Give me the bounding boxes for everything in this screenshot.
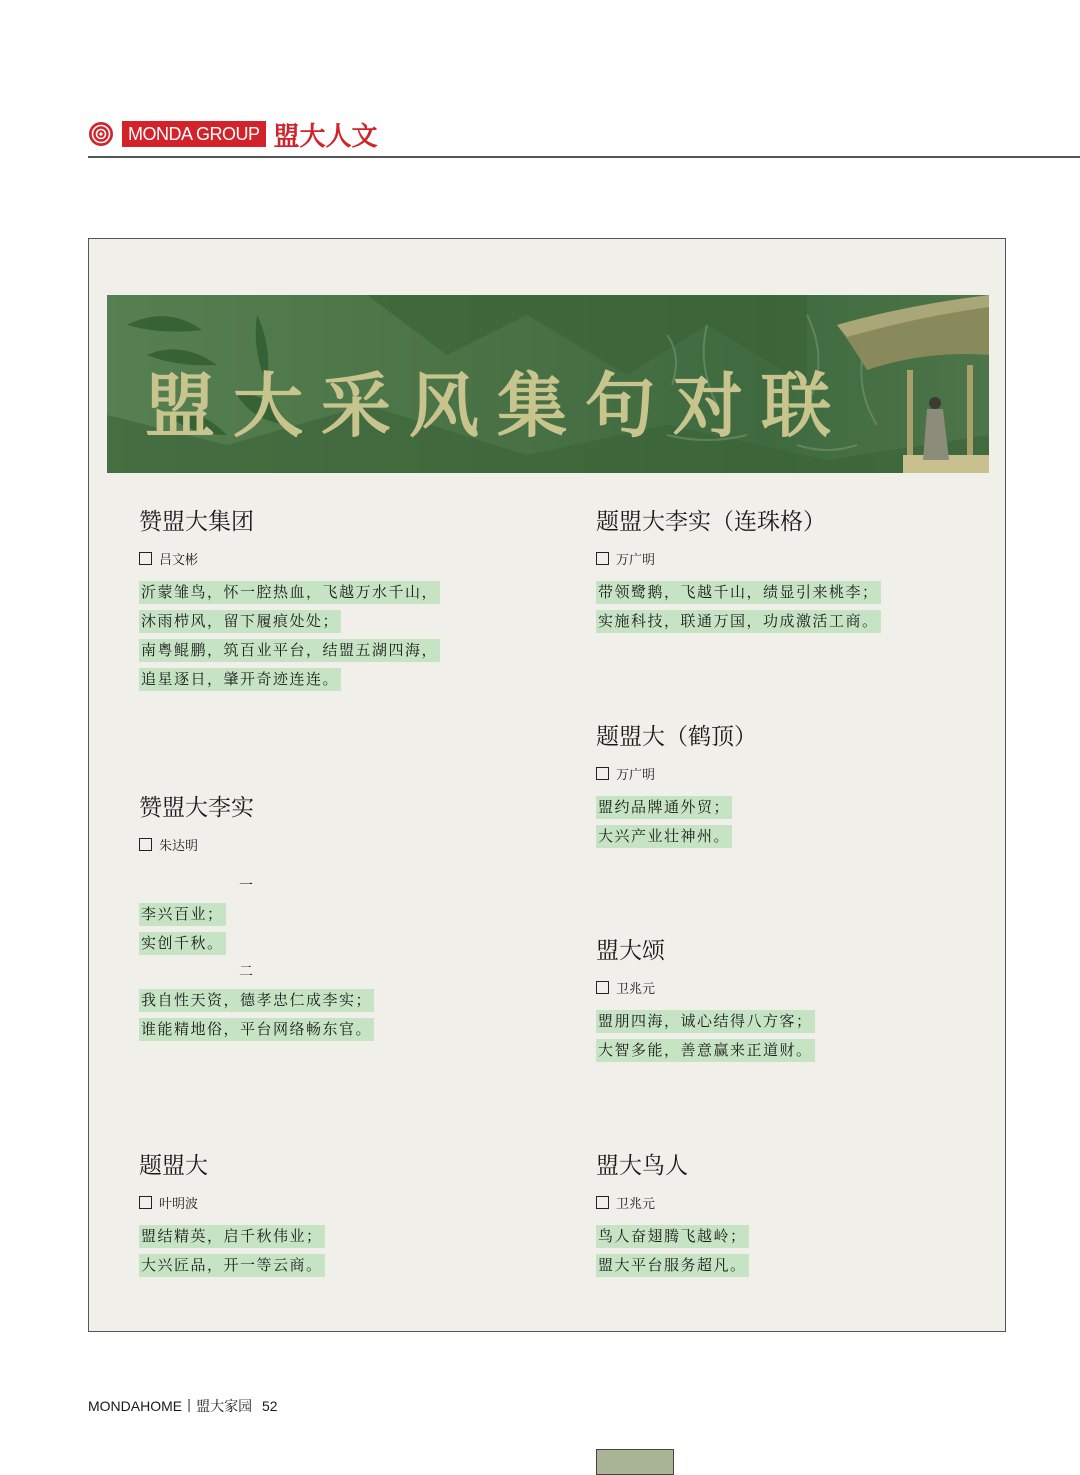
author-row [596,1193,749,1211]
poem-title: 题盟大 [139,1153,208,1179]
page-number: 52 [262,1398,278,1414]
poem-7 [596,1151,749,1283]
author-name: 卫兆元 [616,981,656,997]
couplet-lines [139,581,440,691]
couplet-line: 谁能精地俗，平台网络畅东官。 [139,1018,374,1041]
poem-title: 盟大鸟人 [596,1153,688,1179]
checkbox-icon [596,767,609,780]
brand-label: MONDA GROUP [122,121,266,147]
poem-5 [596,722,757,854]
couplet-line: 大智多能，善意赢来正道财。 [596,1039,815,1062]
couplet-line: 实创千秋。 [139,932,226,955]
author-row [596,978,815,996]
poem-1 [139,507,440,697]
couplet-lines [596,796,757,848]
couplet-line: 沐雨栉风，留下履痕处处； [139,610,341,633]
checkbox-icon [596,981,609,994]
couplet-lines [596,1010,815,1062]
poem-title: 赞盟大集团 [139,509,254,535]
couplet-line: 盟约品牌通外贸； [596,796,732,819]
poem-title: 盟大颂 [596,938,665,964]
couplet-line: 南粤鲲鹏，筑百业平台，结盟五湖四海， [139,639,440,662]
couplet-line: 李兴百业； [139,903,226,926]
couplet-line: 盟朋四海，诚心结得八方客； [596,1010,815,1033]
page-footer [88,1396,278,1416]
section-numeral: 一 [239,878,253,894]
author-row [139,835,374,853]
author-row [596,764,757,782]
couplet-line: 追星逐日，肇开奇迹连连。 [139,668,341,691]
couplet-line: 我自性天资，德孝忠仁成李实； [139,989,374,1012]
checkbox-icon [596,1196,609,1209]
poem-3 [139,1151,325,1283]
poem-6 [596,936,815,1068]
couplet-line: 沂蒙雏鸟，怀一腔热血，飞越万水千山， [139,581,440,604]
couplet-line: 带领鹭鹅，飞越千山，绩显引来桃李； [596,581,881,604]
title-banner [107,295,989,473]
poem-title: 赞盟大李实 [139,795,254,821]
poem-2 [139,793,374,1047]
couplet-line: 盟大平台服务超凡。 [596,1254,749,1277]
author-name: 叶明波 [159,1196,199,1212]
couplet-lines [139,1225,325,1277]
couplet-line: 大兴产业壮神州。 [596,825,732,848]
checkbox-icon [139,552,152,565]
page-tab [596,1449,674,1475]
author-row [596,549,881,567]
checkbox-icon [139,1196,152,1209]
header-divider [88,156,1080,158]
couplet-line: 盟结精英，启千秋伟业； [139,1225,325,1248]
section-numeral: 二 [239,964,253,980]
checkbox-icon [139,838,152,851]
monda-logo-icon [88,121,114,147]
poem-title: 题盟大（鹤顶） [596,724,757,750]
couplet-lines [596,1225,749,1277]
author-name: 吕文彬 [159,552,199,568]
couplet-lines [596,581,881,633]
checkbox-icon [596,552,609,565]
couplet-line: 大兴匠品，开一等云商。 [139,1254,325,1277]
author-row [139,1193,325,1211]
couplet-line: 鸟人奋翅腾飞越岭； [596,1225,749,1248]
content-panel [88,238,1006,1332]
page-header [88,118,378,150]
author-name: 卫兆元 [616,1196,656,1212]
author-name: 朱达明 [159,838,199,854]
section-title: 盟大人文 [273,121,378,152]
banner-title: 盟大采风集句对联 [145,364,849,447]
author-name: 万广明 [616,552,656,568]
poem-4 [596,507,881,639]
author-name: 万广明 [616,767,656,783]
couplet-line: 实施科技，联通万国，功成激活工商。 [596,610,881,633]
poem-title: 题盟大李实（连珠格） [596,509,826,535]
footer-text: MONDAHOME丨盟大家园 [88,1398,253,1414]
author-row [139,549,440,567]
